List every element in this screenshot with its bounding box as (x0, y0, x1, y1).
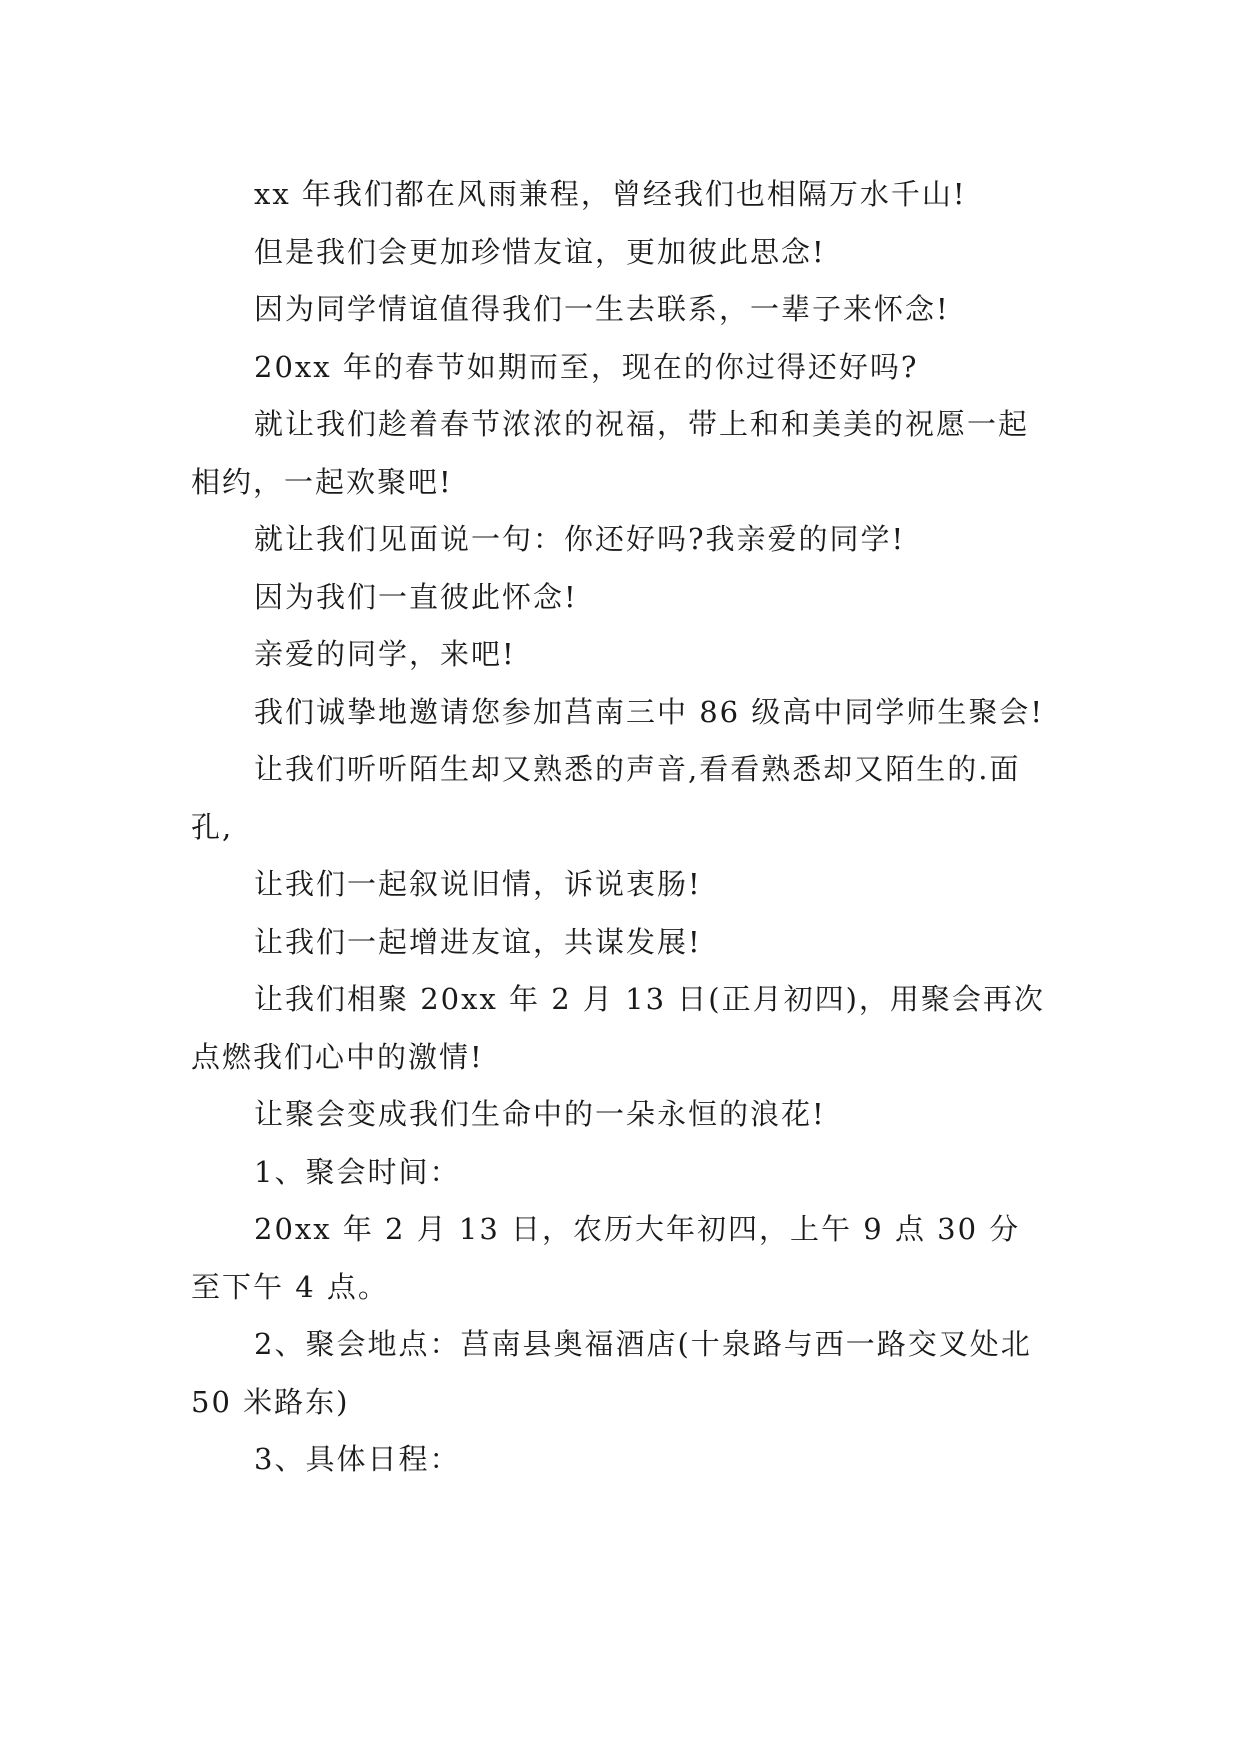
paragraph: 3、具体日程： (254, 1442, 461, 1476)
paragraph: 20xx 年的春节如期而至，现在的你过得还好吗? (254, 349, 919, 384)
paragraph: 1、聚会时间： (254, 1154, 461, 1189)
paragraph: 因为同学情谊值得我们一生去联系，一辈子来怀念! (254, 292, 950, 326)
paragraph: 让我们一起叙说旧情，诉说衷肠! (254, 867, 702, 901)
paragraph: 让我们相聚 20xx 年 2 月 13 日(正月初四)，用聚会再次点燃我们心中的激情! (191, 982, 1045, 1074)
paragraph: 让聚会变成我们生命中的一朵永恒的浪花! (254, 1097, 826, 1131)
paragraph: 我们诚挚地邀请您参加莒南三中 86 级高中同学师生聚会! (254, 694, 1044, 729)
paragraph: 20xx 年 2 月 13 日，农历大年初四，上午 9 点 30 分至下午 4 点。 (191, 1212, 1021, 1304)
paragraph: 让我们一起增进友谊，共谋发展! (254, 924, 702, 959)
paragraph: xx 年我们都在风雨兼程，曾经我们也相隔万水千山! (254, 177, 967, 211)
paragraph: 但是我们会更加珍惜友谊，更加彼此思念! (254, 234, 826, 269)
paragraph: 亲爱的同学，来吧! (254, 637, 516, 671)
paragraph: 让我们听听陌生却又熟悉的声音,看看熟悉却又陌生的.面孔, (191, 752, 1021, 844)
document-body (191, 166, 1051, 1489)
paragraph: 2、聚会地点：莒南县奥福酒店(十泉路与西一路交叉处北 50 米路东) (191, 1327, 1032, 1419)
paragraph: 就让我们见面说一句：你还好吗?我亲爱的同学! (254, 522, 906, 556)
paragraph: 因为我们一直彼此怀念! (254, 579, 578, 614)
paragraph: 就让我们趁着春节浓浓的祝福，带上和和美美的祝愿一起相约，一起欢聚吧! (191, 407, 1030, 499)
